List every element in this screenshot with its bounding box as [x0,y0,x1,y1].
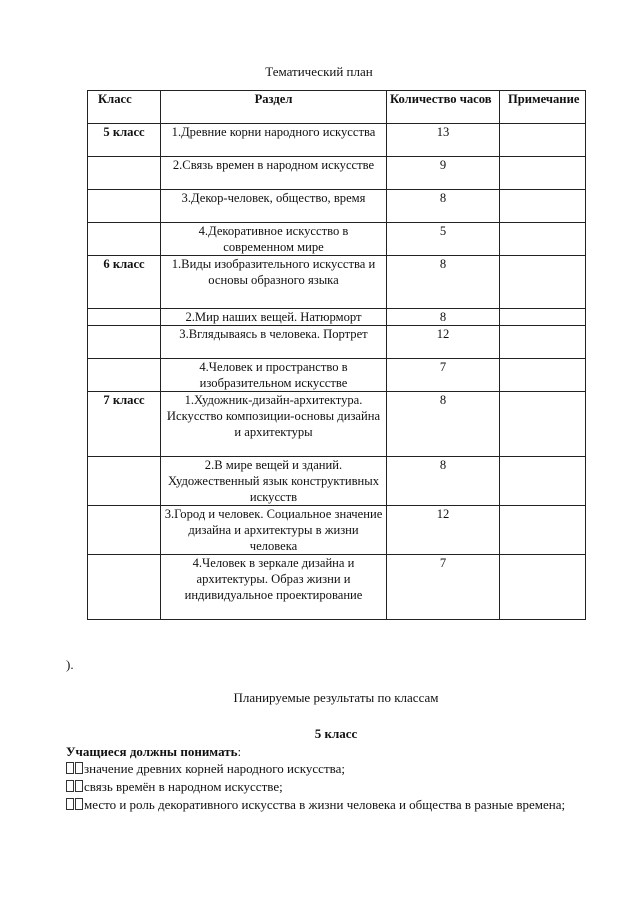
row-hours: 8 [387,309,500,326]
row-hours: 12 [387,506,500,555]
row-section: 2.Мир наших вещей. Натюрморт [161,309,387,326]
row-section: 2.Связь времен в народном искусстве [161,157,387,190]
row-hours: 12 [387,326,500,359]
row-class: 7 класс [88,392,161,457]
closing-paren: ). [66,657,74,672]
row-note [500,309,586,326]
row-class [88,157,161,190]
row-hours: 8 [387,392,500,457]
row-hours: 5 [387,223,500,256]
row-note [500,190,586,223]
row-class [88,457,161,506]
row-class [88,190,161,223]
row-hours: 13 [387,124,500,157]
bullet-box-icon [75,780,83,792]
table-row [88,309,586,326]
row-section: 1.Виды изобразительного искусства и основы образного языка [161,256,387,309]
bullet-box-icon [66,798,74,810]
bullet-box-icon [66,780,74,792]
page-title: Тематический план [265,64,373,79]
row-section: 2.В мире вещей и зданий. Художественный язык конструктивных искусств [161,457,387,506]
bullet-box-icon [66,762,74,774]
bullet-box-icon [75,798,83,810]
row-section: 1.Древние корни народного искусства [161,124,387,157]
row-note [500,392,586,457]
row-hours: 7 [387,359,500,392]
header-class: Класс [88,91,161,124]
row-section: 3.Декор-человек, общество, время [161,190,387,223]
table-row [88,190,586,223]
row-class [88,506,161,555]
table-row [88,392,586,457]
row-section: 3.Город и человек. Социальное значение дизайна и архитектуры в жизни человека [161,506,387,555]
row-hours: 8 [387,457,500,506]
lead-line [66,743,606,760]
table-row [88,457,586,506]
row-note [500,506,586,555]
table-row [88,326,586,359]
table-row [88,359,586,392]
list-item [66,796,606,813]
row-class [88,555,161,620]
row-note [500,157,586,190]
list-item-text: место и роль декоративного искусства в жизни человека и общества в разные времена; [84,797,566,812]
grade-heading: 5 класс [314,726,358,741]
table-row [88,506,586,555]
lead-suffix: : [237,744,242,759]
row-section: 4.Декоративное искусство в современном мире [161,223,387,256]
list-item-text: связь времён в народном искусстве; [84,779,283,794]
row-class [88,326,161,359]
row-class [88,359,161,392]
header-hours: Количество часов [387,91,500,124]
row-class: 6 класс [88,256,161,309]
row-note [500,223,586,256]
table-row [88,555,586,620]
row-hours: 7 [387,555,500,620]
header-note: Примечание [500,91,586,124]
row-note [500,326,586,359]
row-note [500,457,586,506]
row-note [500,555,586,620]
list-item [66,778,606,795]
list-item-text: значение древних корней народного искусства; [84,761,345,776]
row-note [500,359,586,392]
lead-bold: Учащиеся должны понимать [66,744,238,759]
row-note [500,124,586,157]
row-hours: 8 [387,256,500,309]
header-section: Раздел [161,91,387,124]
row-section: 1.Художник-дизайн-архитектура. Искусство композиции-основы дизайна и архитектуры [161,392,387,457]
row-section: 4.Человек и пространство в изобразительном искусстве [161,359,387,392]
row-class [88,309,161,326]
table-row [88,124,586,157]
row-class: 5 класс [88,124,161,157]
row-hours: 8 [387,190,500,223]
list-item [66,760,606,777]
row-section: 4.Человек в зеркале дизайна и архитектуры. Образ жизни и индивидуальное проектирование [161,555,387,620]
table-row [88,256,586,309]
row-section: 3.Вглядываясь в человека. Портрет [161,326,387,359]
results-title: Планируемые результаты по классам [233,690,439,705]
thematic-plan-table [87,90,586,620]
row-class [88,223,161,256]
bullet-box-icon [75,762,83,774]
row-note [500,256,586,309]
table-header-row [88,91,586,124]
row-hours: 9 [387,157,500,190]
table-row [88,223,586,256]
table-row [88,157,586,190]
